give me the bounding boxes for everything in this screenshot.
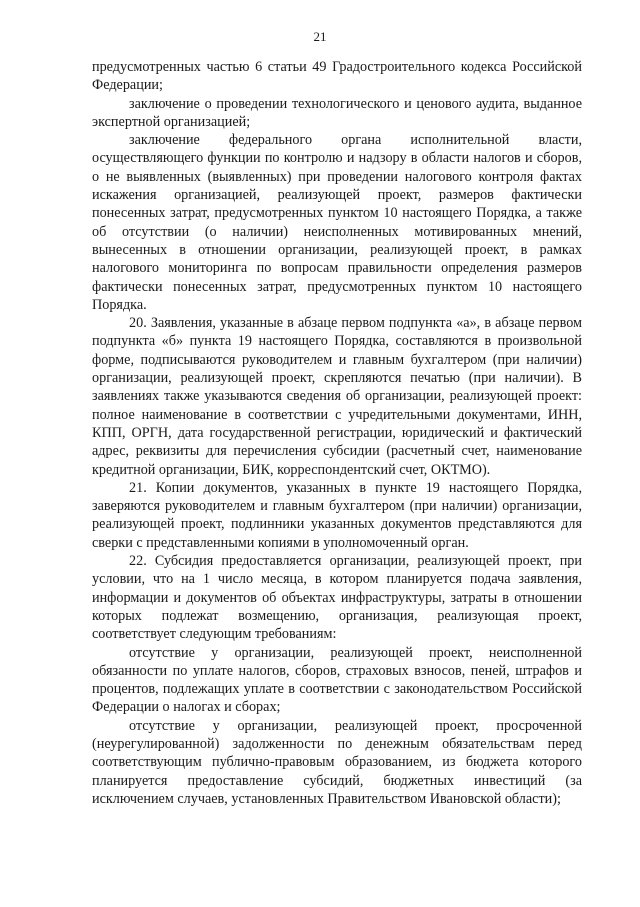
paragraph: заключение федерального органа исполнительной власти, осуществляющего функции по контролю и надзору в области налогов и сборов, о не выявленных (выявленных) при проведении налогового контроля фактах искажения организацией, реализующей проект, размеров фактически понесенных затрат, предусмотренных пунктом 10 настоящего Порядка, а также об отсутствии (о наличии) неисполненных мотивированных мнений, вынесенных в отношении организации, реализующей проект, в рамках налогового мониторинга по вопросам правильности определения размеров фактически понесенных затрат, предусмотренных пунктом 10 настоящего Порядка. [92, 132, 582, 313]
paragraph: 20. Заявления, указанные в абзаце первом подпункта «а», в абзаце первом подпункта «б» пункта 19 настоящего Порядка, составляются в произвольной форме, подписываются руководителем и главным бухгалтером (при наличии) организации, реализующей проект, скрепляются печатью (при наличии). В заявлениях также указываются сведения об организации, реализующей проект: полное наименование в соответствии с учредительными документами, ИНН, КПП, ОРГН, дата государственной регистрации, юридический и фактический адрес, реквизиты для перечисления субсидии (расчетный счет, наименование кредитной организации, БИК, корреспондентский счет, ОКТМО). [92, 315, 582, 478]
paragraph: предусмотренных частью 6 статьи 49 Градостроительного кодекса Российской Федерации; [92, 59, 582, 94]
paragraph: заключение о проведении технологического и ценового аудита, выданное экспертной организацией; [92, 95, 582, 130]
page-number: 21 [313, 29, 327, 44]
paragraph: отсутствие у организации, реализующей проект, неисполненной обязанности по уплате налогов, сборов, страховых взносов, пеней, штрафов и процентов, подлежащих уплате в соответствии с законодательством Российской Федерации о налогах и сборах; [92, 644, 582, 716]
document-body [92, 58, 582, 808]
paragraph: 22. Субсидия предоставляется организации, реализующей проект, при условии, что на 1 число месяца, в котором планируется подача заявления, информации и документов об объектах инфраструктуры, затраты в отношении которых подлежат возмещению, организация, реализующая проект, соответствует следующим требованиям: [92, 553, 582, 643]
paragraph: 21. Копии документов, указанных в пункте 19 настоящего Порядка, заверяются руководителем и главным бухгалтером (при наличии) организации, реализующей проект, подлинники указанных документов представляются для сверки с представленными копиями в уполномоченный орган. [92, 479, 582, 551]
paragraph: отсутствие у организации, реализующей проект, просроченной (неурегулированной) задолженности по денежным обязательствам перед соответствующим публично-правовым образованием, из бюджета которого планируется предоставление субсидий, бюджетных инвестиций (за исключением случаев, установленных Правительством Ивановской области); [92, 717, 582, 807]
